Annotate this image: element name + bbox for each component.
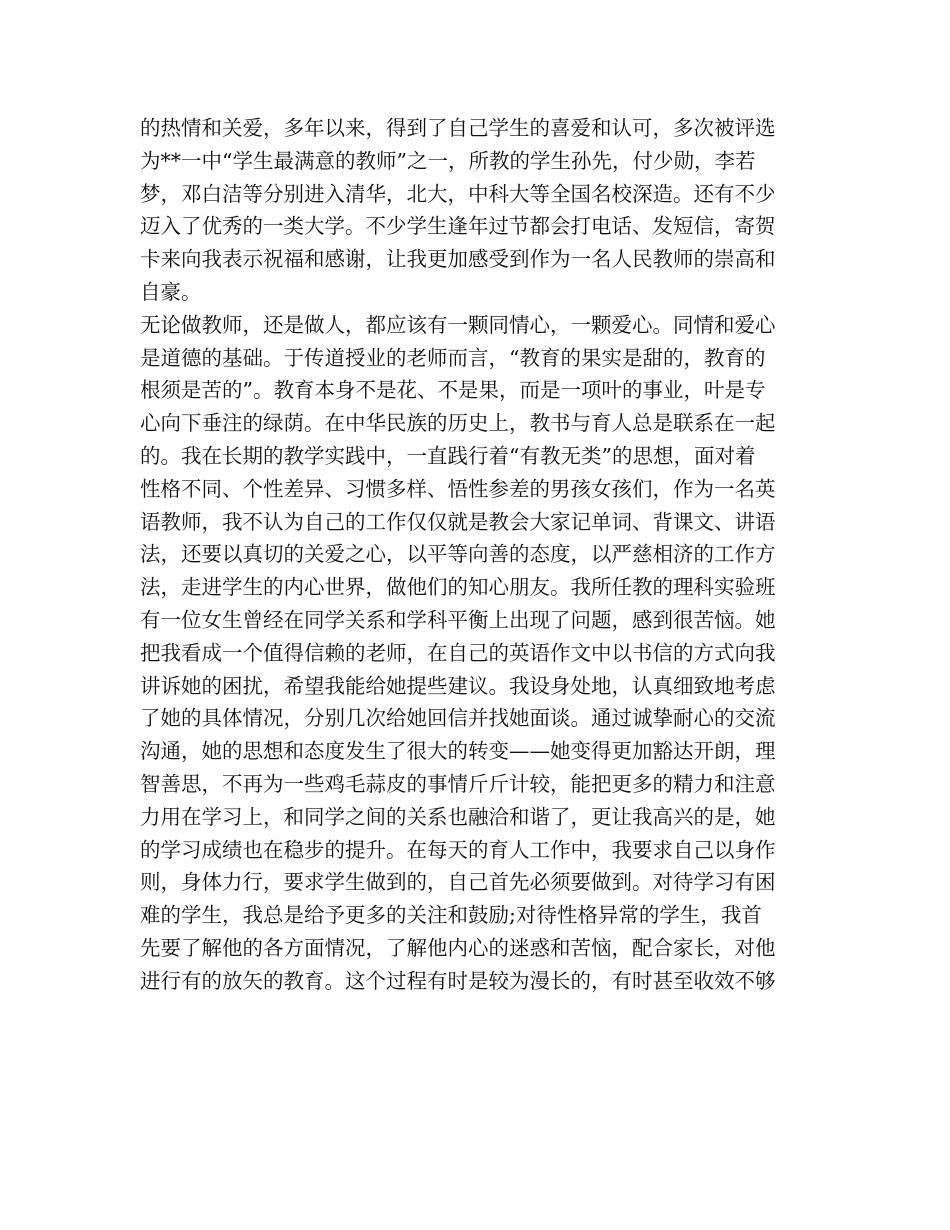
text-line: 迈入了优秀的一类大学。不少学生逢年过节都会打电话、发短信，寄贺 <box>140 214 776 239</box>
text-line: 法，走进学生的内心世界，做他们的知心朋友。我所任教的理科实验班 <box>140 575 776 600</box>
text-line: 法，还要以真切的关爱之心，以平等向善的态度，以严慈相济的工作方 <box>140 542 776 567</box>
text-line: 讲诉她的困扰，希望我能给她提些建议。我设身处地，认真细致地考虑 <box>140 673 776 698</box>
text-line: 力用在学习上，和同学之间的关系也融洽和谐了，更让我高兴的是，她 <box>140 804 776 829</box>
text-line: 语教师，我不认为自己的工作仅仅就是教会大家记单词、背课文、讲语 <box>140 509 776 534</box>
text-line: 梦，邓白洁等分别进入清华，北大，中科大等全国名校深造。还有不少 <box>140 181 776 206</box>
text-line: 为**一中“学生最满意的教师”之一，所教的学生孙先，付少勋，李若 <box>140 148 756 173</box>
body-text <box>140 112 820 998</box>
text-line: 智善思，不再为一些鸡毛蒜皮的事情斤斤计较，能把更多的精力和注意 <box>140 771 776 796</box>
text-line: 的热情和关爱，多年以来，得到了自己学生的喜爱和认可，多次被评选 <box>140 116 776 140</box>
text-line: 卡来向我表示祝福和感谢，让我更加感受到作为一名人民教师的崇高和 <box>140 247 776 272</box>
text-line: 沟通，她的思想和态度发生了很大的转变——她变得更加豁达开朗，理 <box>140 739 776 764</box>
text-line: 的。我在长期的教学实践中，一直践行着“有教无类”的思想，面对着 <box>140 443 756 468</box>
text-line: 了她的具体情况，分别几次给她回信并找她面谈。通过诚挚耐心的交流 <box>140 706 776 731</box>
text-line: 心向下垂注的绿荫。在中华民族的历史上，教书与育人总是联系在一起 <box>140 411 776 436</box>
text-line: 先要了解他的各方面情况，了解他内心的迷惑和苦恼，配合家长，对他 <box>140 935 776 960</box>
text-line: 根须是苦的”。教育本身不是花、不是果，而是一项叶的事业，叶是专 <box>140 378 766 403</box>
text-line: 进行有的放矢的教育。这个过程有时是较为漫长的，有时甚至收效不够 <box>140 968 776 993</box>
text-line: 是道德的基础。于传道授业的老师而言，“教育的果实是甜的，教育的 <box>140 345 766 370</box>
text-line: 的学习成绩也在稳步的提升。在每天的育人工作中，我要求自己以身作 <box>140 837 776 862</box>
text-line: 则，身体力行，要求学生做到的，自己首先必须要做到。对待学习有困 <box>140 870 776 895</box>
text-line: 有一位女生曾经在同学关系和学科平衡上出现了问题，感到很苦恼。她 <box>140 607 776 632</box>
text-line: 难的学生，我总是给予更多的关注和鼓励;对待性格异常的学生，我首 <box>140 903 762 928</box>
text-line: 自豪。 <box>140 279 202 304</box>
text-line: 无论做教师，还是做人，都应该有一颗同情心，一颗爱心。同情和爱心 <box>140 312 776 337</box>
text-line: 性格不同、个性差异、习惯多样、悟性参差的男孩女孩们，作为一名英 <box>140 476 776 501</box>
text-line: 把我看成一个值得信赖的老师，在自己的英语作文中以书信的方式向我 <box>140 640 776 665</box>
